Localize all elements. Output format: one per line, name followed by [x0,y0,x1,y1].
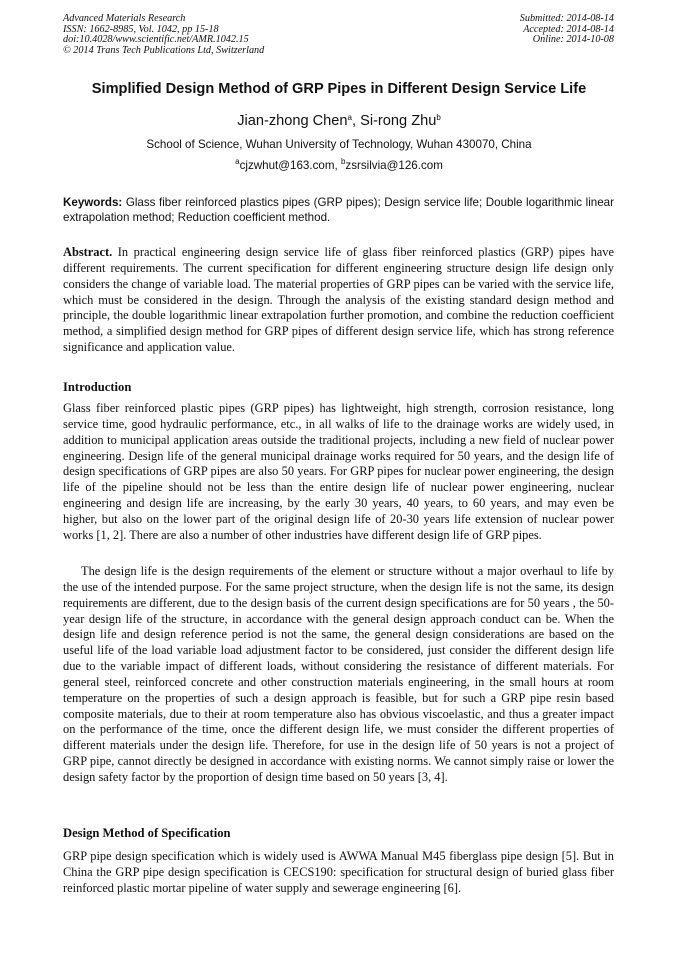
journal-name: Advanced Materials Research [63,13,186,24]
email-superscript: b [340,157,346,166]
affiliation: School of Science, Wuhan University of Technology, Wuhan 430070, China [146,138,532,151]
author-superscript: a [347,113,352,122]
abstract-label: Abstract. [63,245,113,259]
journal-info [63,14,264,56]
author-emails [40,159,638,173]
author-separator: , [351,113,361,129]
abstract [63,245,614,356]
journal-doi: doi:10.4028/www.scientific.net/AMR.1042.15 [63,34,249,46]
keywords-text: Glass fiber reinforced plastics pipes (GRP pipes); Design service life; Double logarithmic linear extrapolation method; Reduction coefficient method. [63,196,614,224]
email-address: cjzwhut@163.com [239,159,335,172]
accepted-date: Accepted: 2014-08-14 [523,23,614,35]
submitted-date: Submitted: 2014-08-14 [519,13,614,24]
paragraph: Glass fiber reinforced plastic pipes (GRP pipes) has lightweight, high strength, corrosion resistance, long service time, good hydraulic performance, etc., in all walks of life to the drainage works are widely used, in addition to municipal application areas outside the traditional projects, including a new field of nuclear power engineering. Design life of the general municipal drainage works required for 50 years, and the design life of design specifications of GRP pipes are also 50 years. For GRP pipes for nuclear power engineering, the design life of the pipeline should not be less than the entire design life of nuclear power engineering, nuclear engineering and design life are increasing, by the early 30 years, 40 years, to 60 years, and may even be higher, but also on the lower part of the original design life of 20-30 years life extension of nuclear power works [1, 2]. There are also a number of other industries have different design life of GRP pipes. [63,401,614,542]
paper-title: Simplified Design Method of GRP Pipes in Different Design Service Life [91,81,587,97]
section-heading-design-method: Design Method of Specification [63,826,231,840]
journal-issn: ISSN: 1662-8985, Vol. 1042, pp 15-18 [63,23,219,35]
author-superscript: b [436,113,441,122]
abstract-text: In practical engineering design service life of glass fiber reinforced plastics (GRP) pipes have different requirements. The current specification for different engineering structure design life design only considers the change of variable load. The material properties of GRP pipes can be varied with the service life, which must be considered in the design. Through the analysis of the existing standard design method and principle, the double logarithmic linear extrapolation further promotion, and combine the reduction coefficient method, a simplified design method for GRP pipes of different design service life, which has strong reference significance and application value. [63,245,614,355]
paragraph: GRP pipe design specification which is widely used is AWWA Manual M45 fiberglass pipe design [5]. But in China the GRP pipe design specification is CECS190: specification for structural design of buried glass fiber reinforced plastic mortar pipeline of water supply and sewerage engineering [6]. [63,849,614,895]
section-heading-introduction: Introduction [63,380,132,394]
email-separator: , [334,159,341,172]
email-superscript: a [235,157,240,166]
author-name: Si-rong Zhu [360,113,437,129]
email-address: zsrsilvia@126.com [345,159,443,172]
online-date: Online: 2014-10-08 [532,34,614,46]
journal-copyright: © 2014 Trans Tech Publications Ltd, Switzerland [63,44,265,56]
submission-dates [520,14,614,46]
author-list [40,112,638,130]
author-name: Jian-zhong Chen [237,113,348,129]
paragraph: The design life is the design requirements of the element or structure without a major overhaul to life by the use of the intended purpose. For the same project structure, when the design life is not the same, its design requirements are different, due to the design basis of the current design specifications are for 50 years , the 50-year design life of the structure, in accordance with the general design approach conduct can be. When the design life and design reference period is not the same, the general design considerations are based on the useful life of the load variable load adjustment factor to be considered, just consider the different design life due to the variable impact of different loads, without considering the resistance of different materials. For general steel, reinforced concrete and other construction materials engineering, in the small hours at room temperature on the properties of such a design approach is feasible, but for such a GRP pipe resin based composite materials, due to their at room temperature also has obvious viscoelastic, and thus a greater impact on the performance of the time, once the different design life, we must consider the different properties of different materials under the design life. Therefore, for use in the design life of 50 years is not a project of GRP pipe, cannot directly be designed in accordance with existing norms. We cannot simply raise or lower the design safety factor by the proportion of design time based on 50 years [3, 4]. [63,564,614,784]
keywords [63,195,614,225]
keywords-label: Keywords: [63,196,123,209]
